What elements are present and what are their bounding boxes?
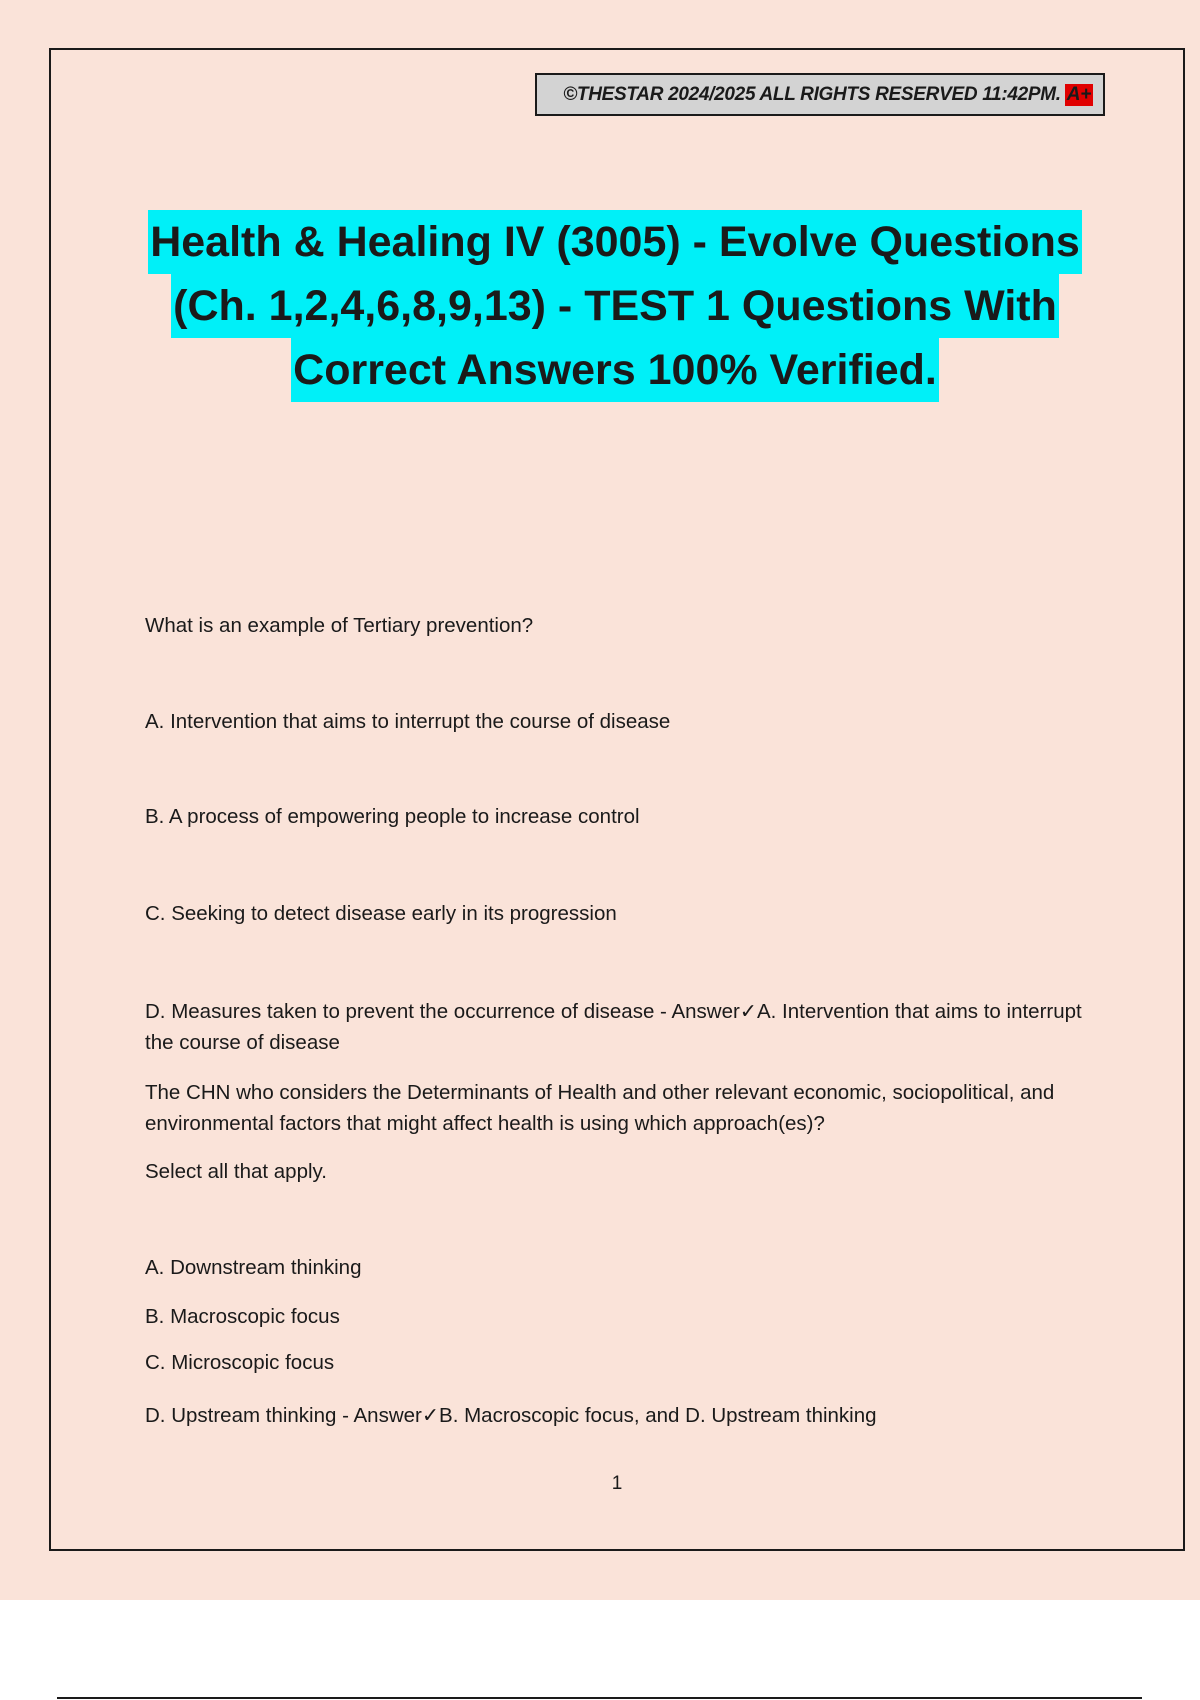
question-1-option-b: B. A process of empowering people to increase control — [145, 805, 640, 828]
question-1-option-d-answer: D. Measures taken to prevent the occurrence of disease - Answer✓A. Intervention that aims to interrupt the course of disease — [145, 1000, 1082, 1054]
question-2-option-a: A. Downstream thinking — [145, 1256, 362, 1279]
copyright-banner — [535, 73, 1105, 116]
question-2-instruction: Select all that apply. — [145, 1160, 327, 1183]
question-1-option-c: C. Seeking to detect disease early in its progression — [145, 902, 617, 925]
title-line-3: Correct Answers 100% Verified. — [291, 338, 939, 402]
question-1-option-a: A. Intervention that aims to interrupt the course of disease — [145, 710, 671, 733]
question-2-option-d-answer: D. Upstream thinking - Answer✓B. Macroscopic focus, and D. Upstream thinking — [145, 1404, 877, 1427]
document-title — [110, 210, 1120, 402]
question-1-prompt: What is an example of Tertiary prevention? — [145, 614, 534, 637]
title-line-2: (Ch. 1,2,4,6,8,9,13) - TEST 1 Questions With — [171, 274, 1059, 338]
page-number: 1 — [611, 1473, 623, 1494]
question-2-option-c: C. Microscopic focus — [145, 1351, 335, 1374]
question-2-prompt: The CHN who considers the Determinants of Health and other relevant economic, sociopolitical, and environmental factors that might affect health is using which approach(es)? — [145, 1081, 1055, 1135]
title-line-1: Health & Healing IV (3005) - Evolve Questions — [148, 210, 1082, 274]
question-2-option-b: B. Macroscopic focus — [145, 1305, 340, 1328]
copyright-text: ©THESTAR 2024/2025 ALL RIGHTS RESERVED 11:42PM. — [563, 83, 1061, 105]
footer-divider — [57, 1697, 1142, 1699]
grade-badge: A+ — [1066, 83, 1091, 105]
